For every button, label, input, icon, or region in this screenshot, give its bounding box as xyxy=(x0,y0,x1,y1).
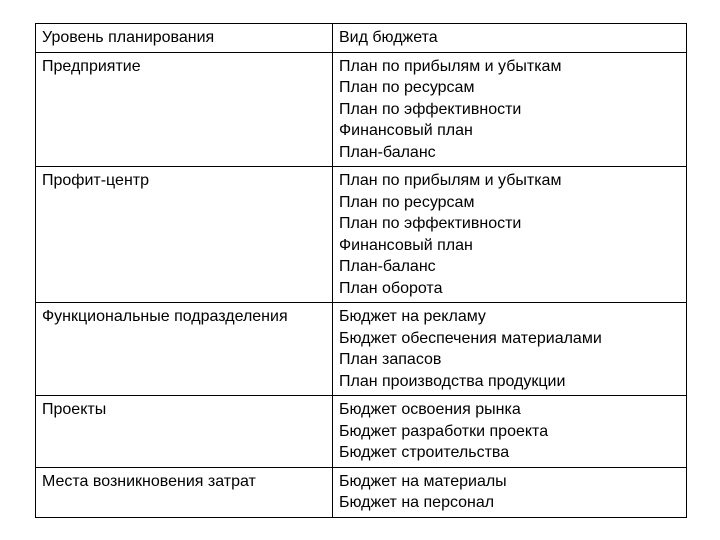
budget-types-cell xyxy=(333,167,687,303)
budget-type-text: План оборота xyxy=(339,279,443,297)
level-cell xyxy=(36,467,333,517)
budget-table xyxy=(35,23,687,518)
planning-level-text: Предприятие xyxy=(42,57,141,75)
level-cell xyxy=(36,303,333,396)
budget-type-text: Бюджет на персонал xyxy=(339,494,495,511)
budget-type-text: Бюджет освоения рынка xyxy=(339,401,521,418)
budget-type-text: Бюджет на материалы xyxy=(339,472,507,490)
table-header-row xyxy=(36,24,687,53)
header-cell-budget-type xyxy=(333,24,687,53)
budget-types-cell xyxy=(333,467,687,517)
table-row xyxy=(36,167,687,303)
budget-type-text: План-баланс xyxy=(339,258,436,275)
budget-type-text: План производства продукции xyxy=(339,372,566,390)
budget-types-cell xyxy=(333,303,687,396)
budget-types-cell xyxy=(333,52,687,167)
budget-type-text: План по ресурсам xyxy=(339,79,475,96)
table-row xyxy=(36,467,687,517)
budget-type-text: Бюджет обеспечения материалами xyxy=(339,329,602,347)
table-row xyxy=(36,52,687,167)
budget-type-text: Финансовый план xyxy=(339,122,473,139)
budget-types-cell xyxy=(333,396,687,468)
budget-type-text: План запасов xyxy=(339,351,442,368)
planning-level-text: Проекты xyxy=(42,401,107,418)
budget-type-text: План по ресурсам xyxy=(339,193,475,211)
level-cell xyxy=(36,396,333,468)
planning-level-text: Места возникновения затрат xyxy=(42,472,256,490)
header-cell-level xyxy=(36,24,333,53)
budget-type-text: План по эффективности xyxy=(339,215,522,232)
budget-type-text: План по прибылям и убыткам xyxy=(339,172,562,189)
budget-type-text: Финансовый план xyxy=(339,236,473,254)
budget-type-text: План по эффективности xyxy=(339,100,522,118)
budget-type-text: План-баланс xyxy=(339,143,436,161)
level-cell xyxy=(36,167,333,303)
budget-type-text: План по прибылям и убыткам xyxy=(339,57,562,75)
budget-type-text: Бюджет строительства xyxy=(339,444,510,461)
header-level-label: Уровень планирования xyxy=(42,29,215,46)
header-budget-type-label: Вид бюджета xyxy=(339,29,438,46)
budget-type-text: Бюджет разработки проекта xyxy=(339,422,549,440)
table-row xyxy=(36,396,687,468)
planning-level-text: Профит-центр xyxy=(42,172,149,189)
table-row xyxy=(36,303,687,396)
level-cell xyxy=(36,52,333,167)
planning-level-text: Функциональные подразделения xyxy=(42,308,288,325)
budget-type-text: Бюджет на рекламу xyxy=(339,308,486,325)
table-body xyxy=(36,24,687,518)
